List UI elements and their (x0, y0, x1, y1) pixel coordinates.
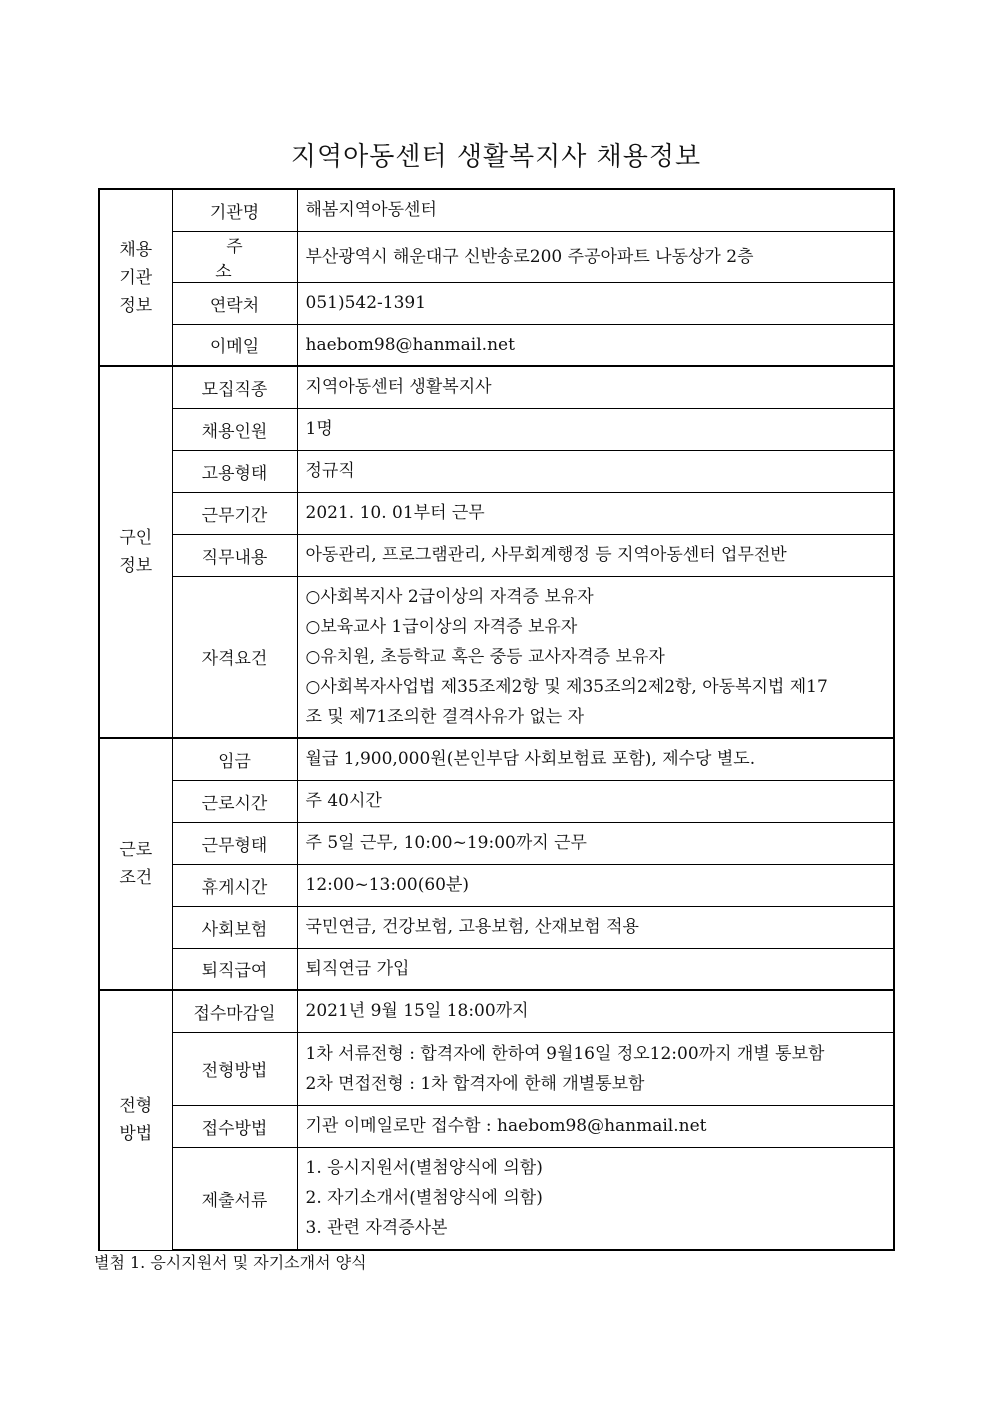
field-value-line: 지역아동센터 생활복지사 (305, 377, 492, 398)
field-label (172, 948, 297, 990)
table-row (99, 231, 894, 282)
section-group-label (99, 366, 172, 738)
field-value-line: 2차 면접전형 : 1차 합격자에 한해 개별통보함 (305, 1073, 645, 1094)
field-label (172, 492, 297, 534)
field-label (172, 864, 297, 906)
field-label-text: 근무기간 (201, 505, 268, 526)
field-label-text: 사회보험 (201, 919, 268, 940)
table-row (99, 780, 894, 822)
field-value (297, 282, 894, 324)
field-value-line: 퇴직연금 가입 (305, 958, 410, 979)
table-row (99, 1032, 894, 1105)
recruitment-info-table (98, 188, 895, 1251)
field-label (172, 1105, 297, 1147)
field-label (172, 408, 297, 450)
field-value-line: ○유치원, 초등학교 혹은 중등 교사자격증 보유자 (305, 646, 665, 667)
field-label-text: 전형방법 (201, 1061, 268, 1081)
table-row (99, 366, 894, 408)
field-label-text: 고용형태 (201, 463, 268, 484)
table-row (99, 948, 894, 990)
field-label-text: 자격요건 (201, 649, 268, 670)
field-label-text: 채용인원 (201, 421, 268, 442)
field-label-text: 이메일 (209, 337, 260, 358)
field-label-text: 연락처 (209, 295, 260, 316)
field-label-text: 근로시간 (201, 793, 268, 814)
table-row (99, 738, 894, 780)
group-label-text: 구인 정보 (119, 528, 153, 576)
field-value (297, 492, 894, 534)
table-row (99, 492, 894, 534)
field-label (172, 1032, 297, 1105)
field-value-line: 기관 이메일로만 접수함 : haebom98@hanmail.net (305, 1116, 707, 1136)
field-value-line: 1차 서류전형 : 합격자에 한하여 9월16일 정오12:00까지 개별 통보함 (305, 1043, 825, 1064)
field-value-line: 1. 응시지원서(별첨양식에 의함) (305, 1158, 543, 1179)
field-value-line: ○보육교사 1급이상의 자격증 보유자 (305, 616, 578, 637)
field-value (297, 738, 894, 780)
field-label (172, 231, 297, 282)
field-value-line: 주 40시간 (305, 791, 382, 811)
field-value (297, 990, 894, 1032)
field-value (297, 864, 894, 906)
field-value (297, 780, 894, 822)
field-value-line: ○사회복자사업법 제35조제2항 및 제35조의2제2항, 아동복지법 제17 (305, 676, 828, 697)
field-value (297, 948, 894, 990)
field-value-line: 12:00~13:00(60분) (305, 875, 470, 895)
field-label-text: 주 소 (215, 236, 265, 282)
field-value-line: 국민연금, 건강보험, 고용보험, 산재보험 적용 (305, 917, 639, 937)
field-value (297, 450, 894, 492)
table-row (99, 282, 894, 324)
table-row (99, 906, 894, 948)
field-label (172, 576, 297, 738)
field-label-text: 근무형태 (201, 835, 268, 856)
field-value-line: 2. 자기소개서(별첨양식에 의함) (305, 1188, 543, 1209)
field-value (297, 534, 894, 576)
field-value (297, 1105, 894, 1147)
field-value-line: 정규직 (305, 461, 355, 481)
section-group-label (99, 189, 172, 366)
field-label-text: 직무내용 (201, 547, 268, 568)
field-label (172, 366, 297, 408)
field-label (172, 822, 297, 864)
field-label (172, 324, 297, 366)
field-value (297, 1032, 894, 1105)
field-value-line: 부산광역시 해운대구 신반송로200 주공아파트 나동상가 2층 (305, 246, 754, 267)
table-row (99, 990, 894, 1032)
field-label-text: 퇴직급여 (201, 961, 268, 982)
field-value (297, 1147, 894, 1250)
field-value-line: 해봄지역아동센터 (305, 200, 437, 221)
field-value (297, 366, 894, 408)
section-1 (99, 189, 894, 366)
field-label (172, 990, 297, 1032)
section-group-label (99, 738, 172, 990)
field-value (297, 324, 894, 366)
field-label (172, 534, 297, 576)
field-value (297, 822, 894, 864)
section-group-label (99, 990, 172, 1250)
field-value-line: 주 5일 근무, 10:00~19:00까지 근무 (305, 833, 587, 853)
table-row (99, 408, 894, 450)
field-label-text: 접수마감일 (193, 1003, 276, 1024)
table-row (99, 864, 894, 906)
table-row (99, 576, 894, 738)
field-label-text: 임금 (218, 751, 251, 772)
attachment-note: 별첨 1. 응시지원서 및 자기소개서 양식 (94, 1253, 367, 1272)
field-value (297, 189, 894, 231)
field-value (297, 408, 894, 450)
field-value-line: 조 및 제71조의한 결격사유가 없는 자 (305, 706, 585, 727)
field-label (172, 450, 297, 492)
field-value-line: ○사회복지사 2급이상의 자격증 보유자 (305, 586, 594, 607)
field-label-text: 기관명 (209, 202, 260, 223)
field-value-line: 2021년 9월 15일 18:00까지 (305, 1001, 529, 1022)
field-value-line: 월급 1,900,000원(본인부담 사회보험료 포함), 제수당 별도. (305, 749, 756, 770)
group-label-text: 채용 기관 정보 (119, 239, 153, 316)
field-label-text: 접수방법 (201, 1118, 268, 1139)
table-row (99, 450, 894, 492)
table-row (99, 1105, 894, 1147)
field-label (172, 282, 297, 324)
field-label (172, 189, 297, 231)
page-title: 지역아동센터 생활복지사 채용정보 (290, 142, 702, 172)
field-label (172, 906, 297, 948)
field-label-text: 제출서류 (201, 1190, 268, 1211)
table-row (99, 324, 894, 366)
table-row (99, 189, 894, 231)
field-value-line: 아동관리, 프로그램관리, 사무회계행정 등 지역아동센터 업무전반 (305, 545, 787, 565)
field-value (297, 906, 894, 948)
field-label-text: 휴게시간 (201, 877, 268, 898)
table-row (99, 822, 894, 864)
table-row (99, 534, 894, 576)
field-value-line: 2021. 10. 01부터 근무 (305, 503, 485, 523)
field-value-line: 3. 관련 자격증사본 (305, 1218, 448, 1239)
section-4 (99, 990, 894, 1250)
field-label-text: 모집직종 (201, 379, 268, 400)
field-label (172, 738, 297, 780)
group-label-text: 근로 조건 (119, 840, 153, 888)
field-value-line: haebom98@hanmail.net (305, 334, 515, 355)
section-3 (99, 738, 894, 990)
field-value (297, 576, 894, 738)
field-label (172, 780, 297, 822)
section-2 (99, 366, 894, 738)
field-label (172, 1147, 297, 1250)
group-label-text: 전형 방법 (119, 1096, 153, 1145)
table-row (99, 1147, 894, 1250)
field-value-line: 051)542-1391 (305, 293, 427, 313)
field-value (297, 231, 894, 282)
field-value-line: 1명 (305, 419, 333, 439)
